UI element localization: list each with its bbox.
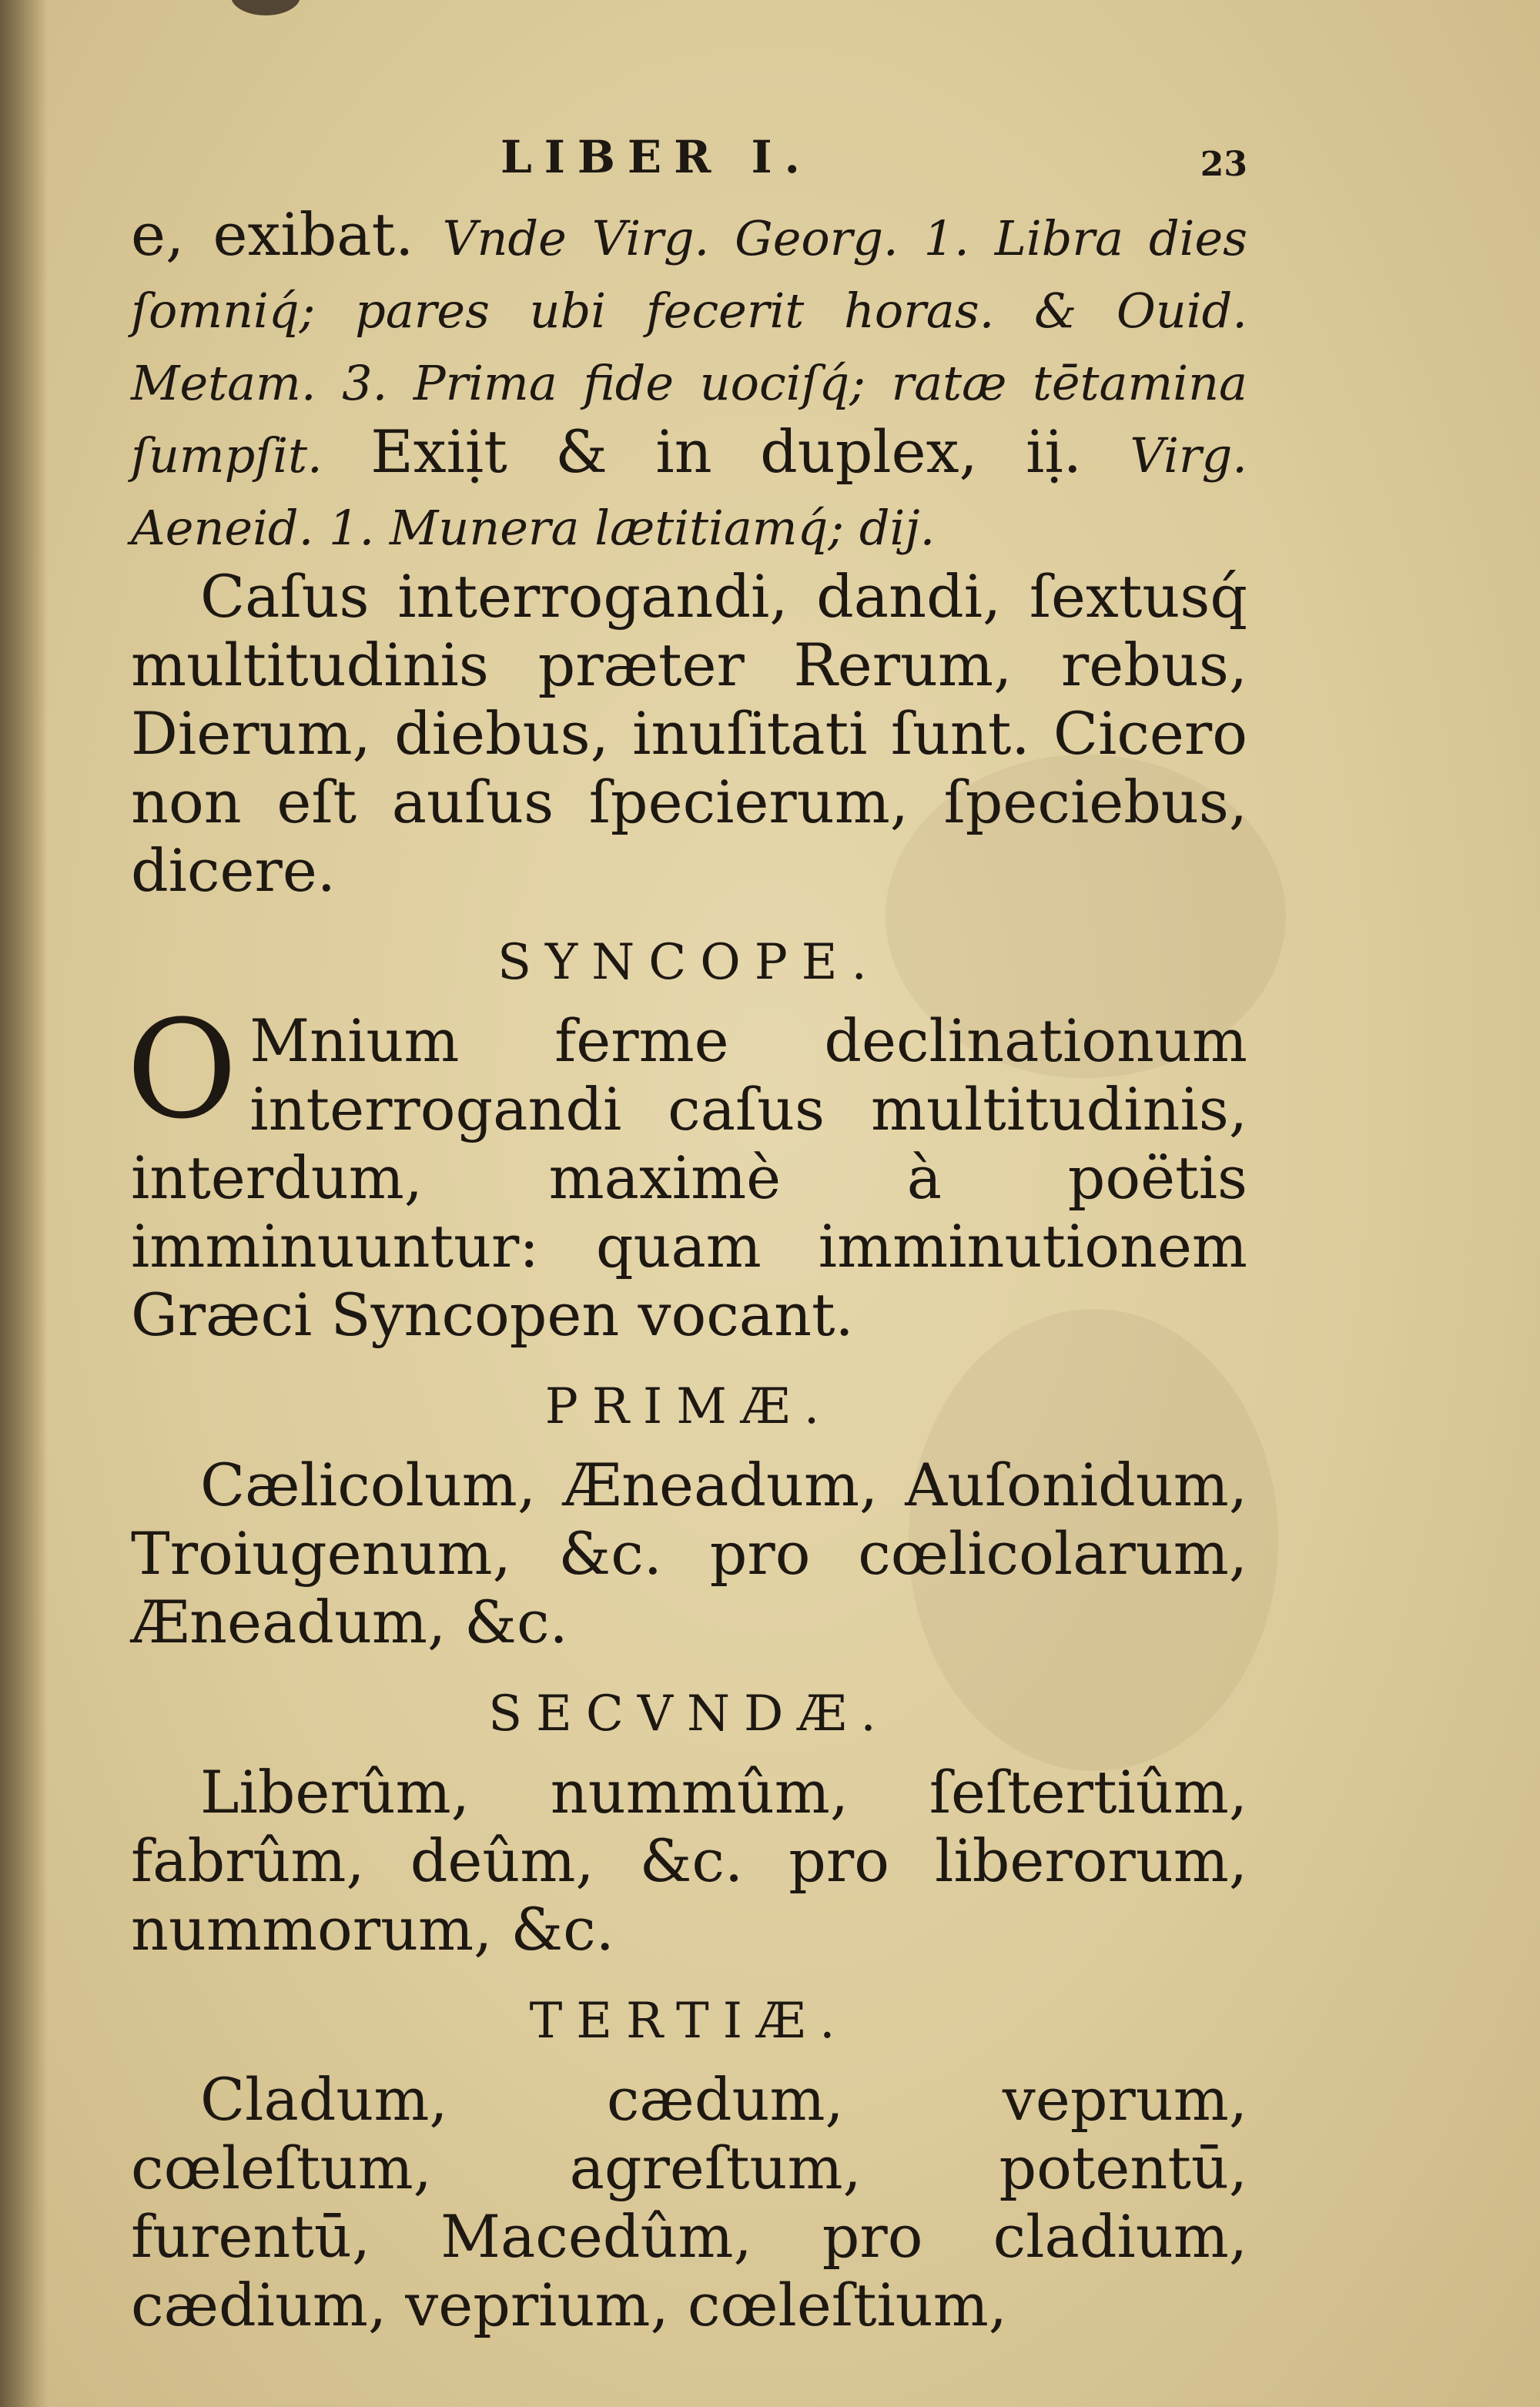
text-segment: e, exibat. [131, 200, 443, 269]
ink-stain [231, 0, 300, 15]
drop-cap-initial: O [126, 991, 238, 1149]
paragraph-1 [131, 200, 1247, 562]
page-number: 23 [1200, 145, 1247, 184]
syncope-paragraph [126, 991, 1247, 1349]
tertiae-text: Cladum, cædum, veprum, cœleſtum, agreſtum, potentū, furentū, Macedûm, pro cladium, cædium, veprium, cœleſtium, [131, 2065, 1247, 2339]
citation-segment: Virg. Aeneid. 1. Munera lætitiamq́; dij. [131, 427, 1247, 556]
running-head-title: LIBER I. [500, 131, 812, 183]
syncope-text: Mnium ferme declinationum interrogandi caſus multitudinis, interdum, maximè à poëtis imminuuntur: quam imminutionem Græci Syncopen vocant. [131, 1006, 1247, 1349]
paragraph-2: Caſus interrogandi, dandi, ſextusq́ multitudinis præter Rerum, rebus, Dierum, diebus, inuſitati ſunt. Cicero non eſt auſus ſpecierum, ſpeciebus, dicere. [131, 562, 1247, 905]
text-segment: Exiịt & in duplex, iị. [322, 417, 1130, 486]
running-head [131, 115, 1247, 200]
binding-gutter [0, 0, 48, 2407]
secundae-text: Liberûm, nummûm, ſeſtertiûm, fabrûm, deûm, &c. pro liberorum, nummorum, &c. [131, 1758, 1247, 1963]
prima-text: Cælicolum, Æneadum, Auſonidum, Troiugenum, &c. pro cœlicolarum, Æneadum, &c. [131, 1451, 1247, 1656]
citation-segment: Vnde Virg. Georg. 1. Libra dies ſomniq́; pares ubi fecerit horas. & Ouid. Metam. 3. Prima fide uociſq́; ratæ tētamina ſumpſit. [131, 210, 1247, 484]
text-block [126, 115, 1247, 2339]
prima-heading: PRIMÆ. [544, 1378, 834, 1435]
syncope-heading: SYNCOPE. [497, 934, 881, 991]
tertiae-heading: TERTIÆ. [529, 1993, 849, 2050]
secundae-heading: SECVNDÆ. [488, 1686, 890, 1742]
